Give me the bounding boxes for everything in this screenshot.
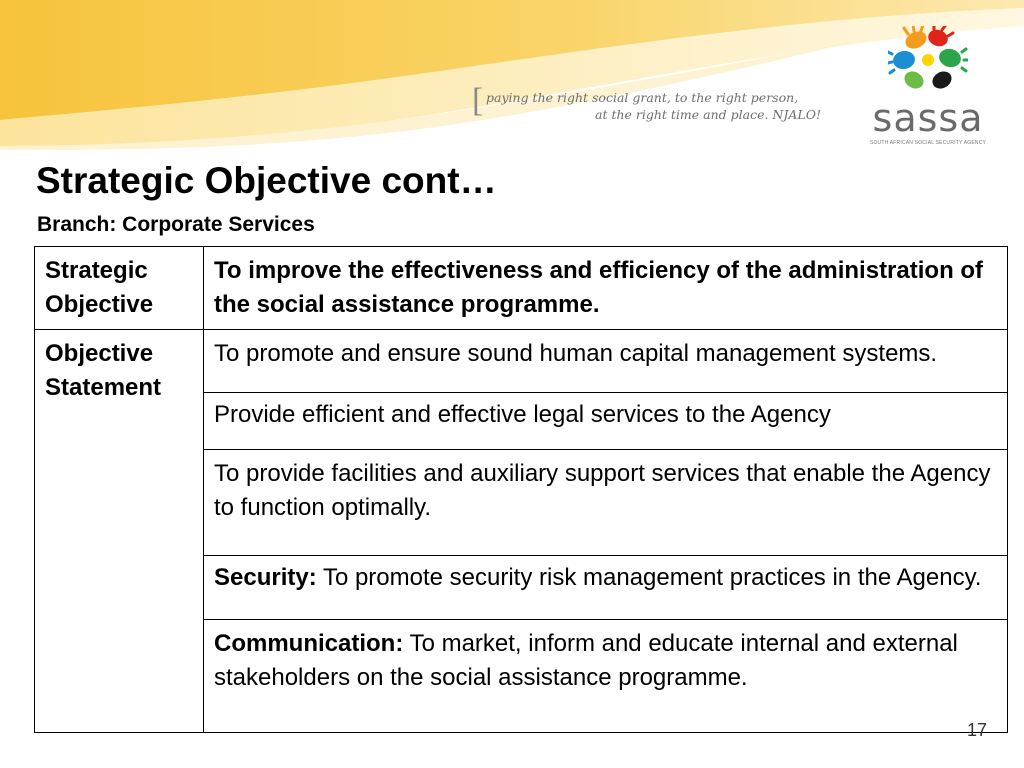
statement-cell [204, 556, 1008, 620]
statement-prefix: Security: [214, 564, 317, 592]
row-label-objective-statement [35, 330, 204, 733]
statement-text: To promote and ensure sound human capital management systems. [214, 340, 938, 367]
tagline-bracket-icon: [ [472, 82, 484, 119]
statement-cell [204, 330, 1008, 393]
table-row [35, 330, 1008, 393]
table-row [35, 247, 1008, 330]
objectives-table [34, 246, 1008, 733]
slide-title: Strategic Objective cont… [36, 160, 497, 201]
statement-prefix: Communication: [214, 630, 404, 657]
sassa-logo [862, 26, 994, 154]
page-number: 17 [967, 720, 988, 740]
row-label-strategic-objective [35, 247, 204, 330]
statement-cell [204, 620, 1008, 733]
statement-cell [204, 450, 1008, 556]
tagline-line-2: at the right time and place. NJALO! [595, 107, 821, 122]
slide-subtitle: Branch: Corporate Services [37, 213, 315, 236]
tagline [472, 82, 821, 126]
objective-statement-label: Objective Statement [45, 340, 162, 401]
strategic-objective-text: To improve the effectiveness and efficiency of the administration of the social assistance programme. [214, 257, 984, 318]
hands-logo-icon [888, 26, 968, 98]
statement-text: To promote security risk management practices in the Agency. [316, 564, 982, 592]
tagline-line-1: paying the right social grant, to the right person, [486, 90, 799, 105]
strategic-objective-label: Strategic Objective [45, 257, 154, 318]
statement-cell [204, 392, 1008, 449]
statement-text: To market, inform and educate internal and external stakeholders on the social assistance programme. [214, 630, 958, 691]
logo-subtitle: SOUTH AFRICAN SOCIAL SECURITY AGENCY [869, 140, 987, 146]
statement-text: Provide efficient and effective legal services to the Agency [214, 400, 831, 428]
statement-text: To provide facilities and auxiliary support services that enable the Agency to function optimally. [214, 460, 991, 522]
logo-wordmark: sassa [872, 96, 984, 140]
strategic-objective-cell [204, 247, 1008, 330]
